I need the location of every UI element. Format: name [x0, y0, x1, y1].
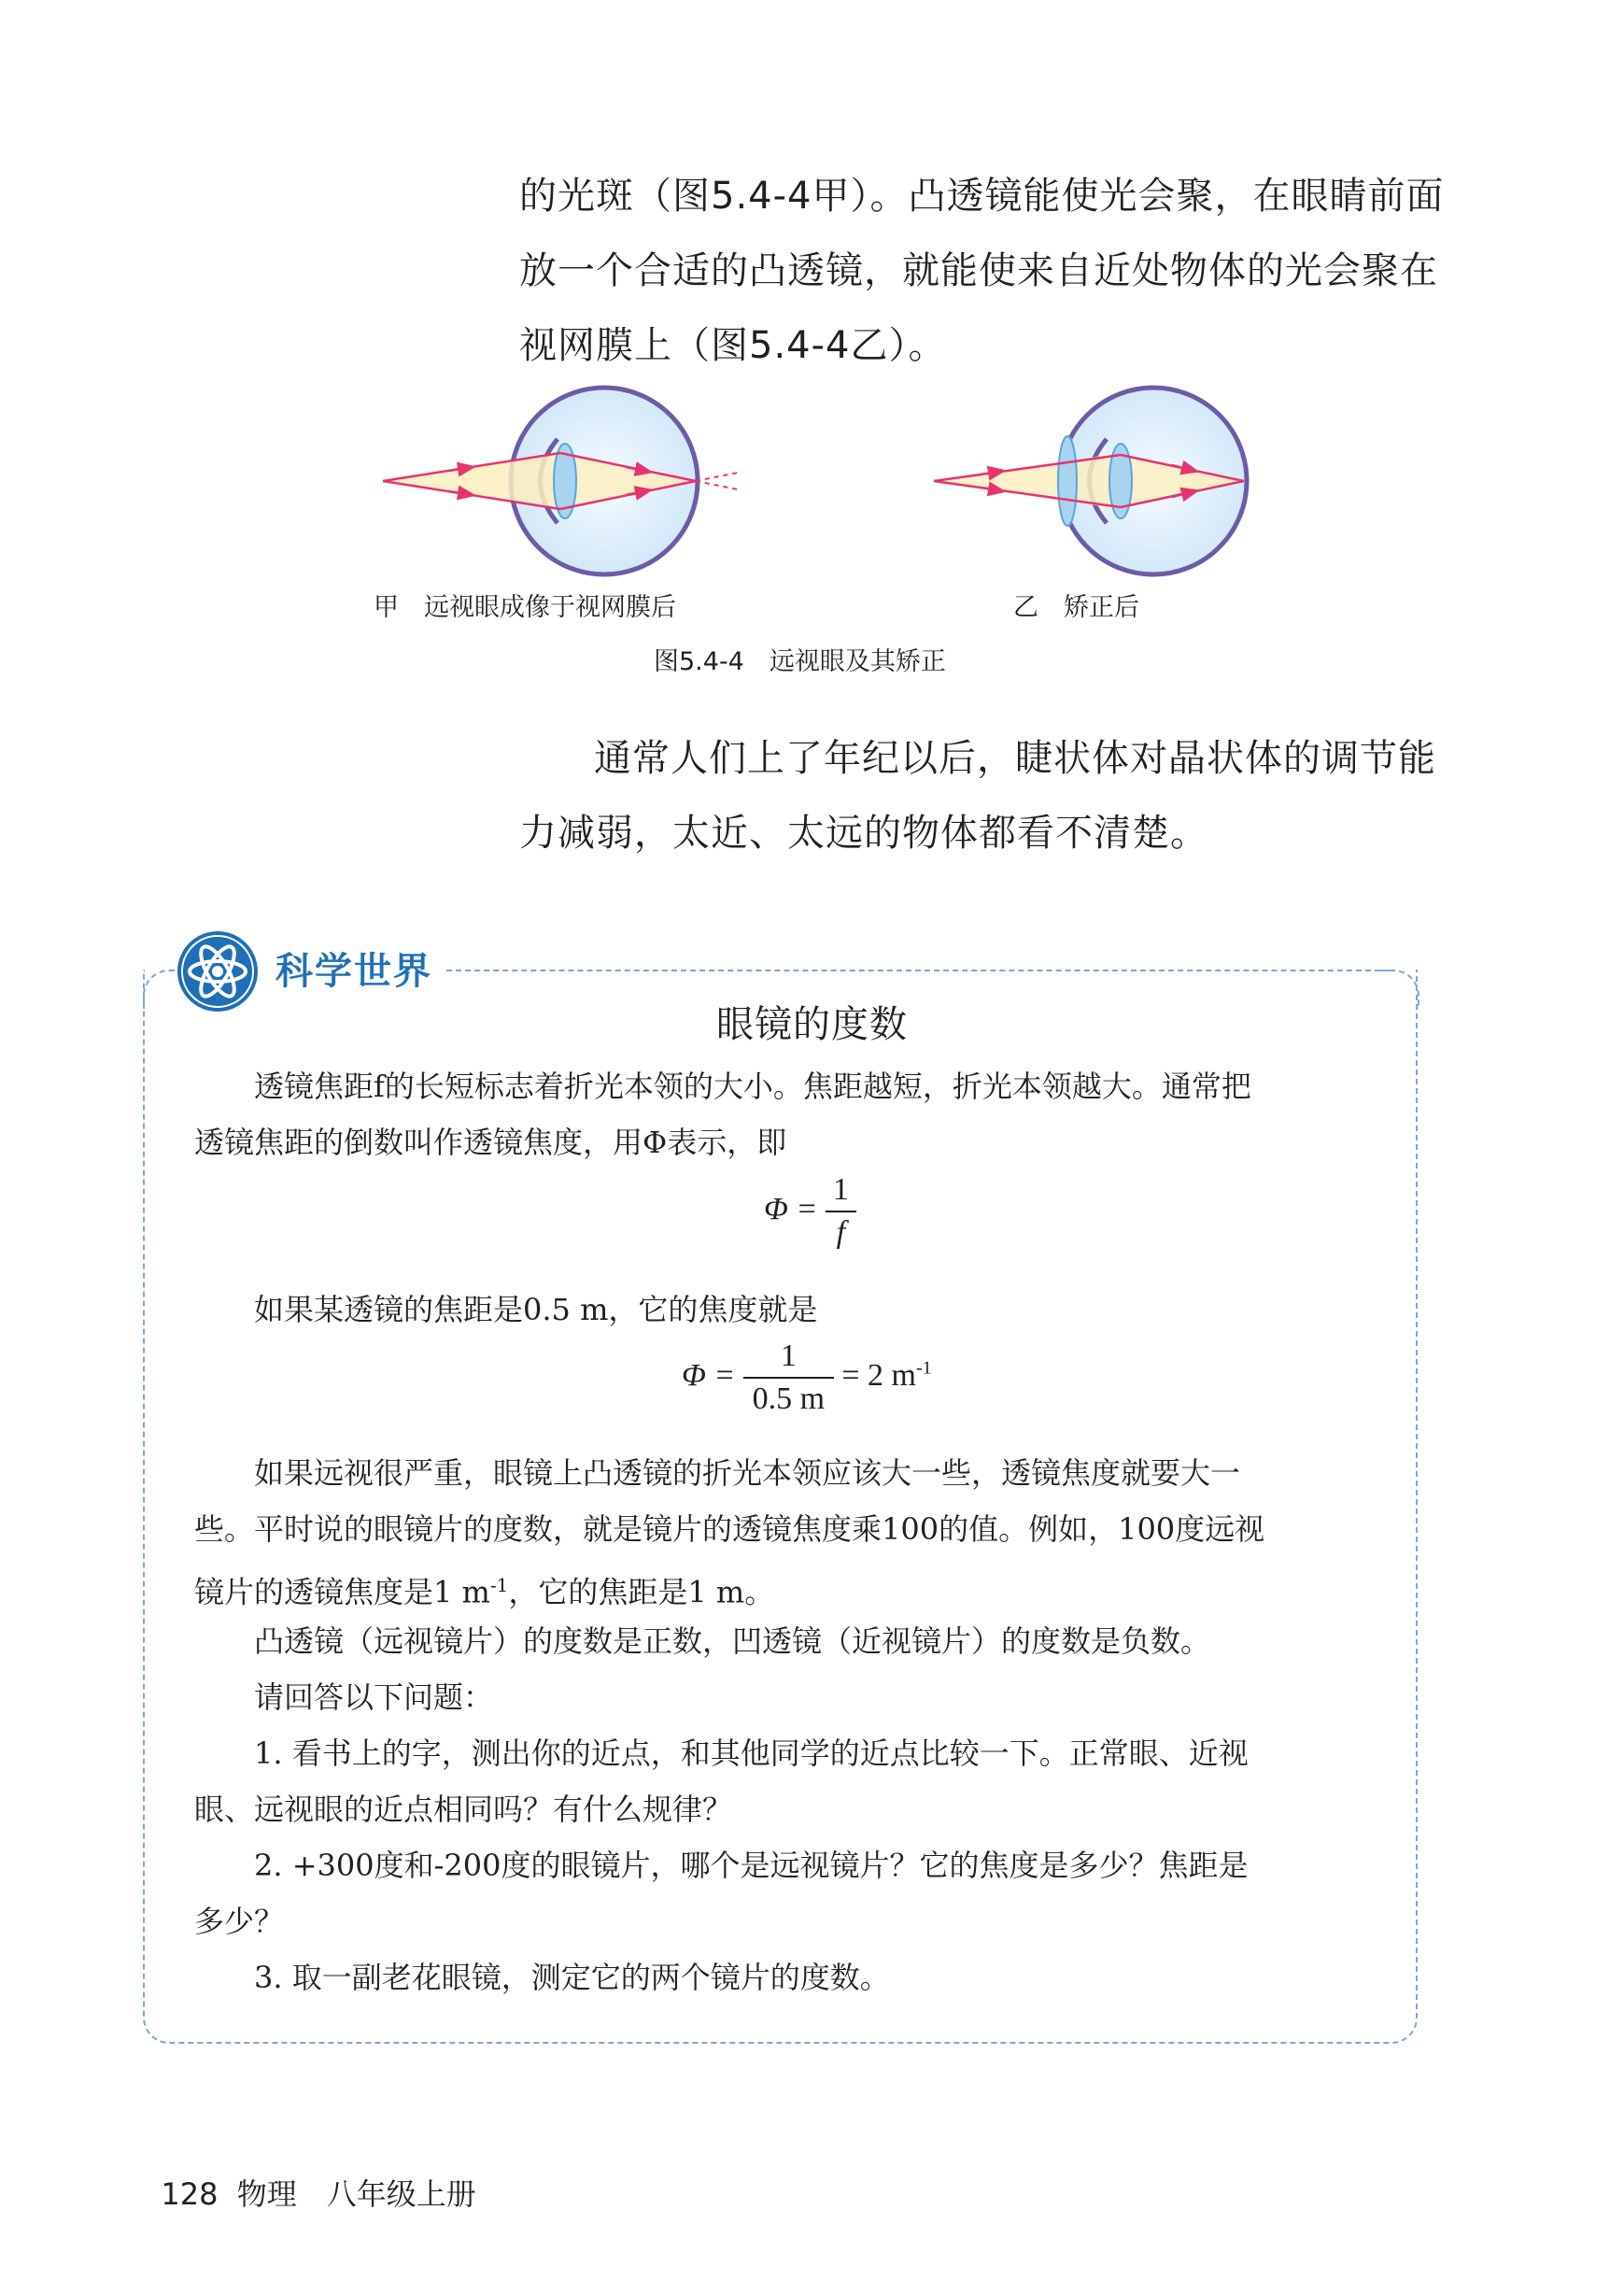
hyperopia-eye-diagram [383, 388, 738, 574]
intro-line-3: 视网膜上（图5.4-4乙）。 [519, 324, 947, 367]
denominator-text: f [836, 1215, 846, 1250]
question-1: 1. 看书上的字，测出你的近点，和其他同学的近点比较一下。正常眼、近视 [254, 1735, 1249, 1771]
denominator [826, 1212, 856, 1254]
formula-exponent: -1 [915, 1357, 932, 1379]
intro-line-1: 的光斑（图5.4-4甲）。凸透镜能使光会聚，在眼睛前面 [519, 175, 1445, 218]
text-span: 镜片的透镜焦度是1 m [194, 1574, 490, 1610]
figure-caption: 图5.4-4 远视眼及其矫正 [654, 647, 946, 676]
box-line [194, 1557, 1380, 1621]
page-number: 128 [161, 2176, 219, 2212]
intro-line-2: 放一个合适的凸透镜，就能使来自近处物体的光会聚在 [519, 249, 1438, 292]
age-line-1: 通常人们上了年纪以后，睫状体对晶状体的调节能 [594, 737, 1436, 780]
fraction [826, 1169, 856, 1254]
exponent: -1 [489, 1574, 509, 1596]
box-line: 些。平时说的眼镜片的度数，就是镜片的透镜焦度乘100的值。例如，100度远视 [194, 1511, 1265, 1547]
numerator: 1 [743, 1336, 834, 1379]
science-world-badge: 科学世界 [275, 950, 432, 993]
corrective-lens [1058, 436, 1077, 526]
age-line-2: 力减弱，太近、太远的物体都看不清楚。 [519, 812, 1208, 855]
box-line: 请回答以下问题： [254, 1679, 494, 1715]
numerator: 1 [826, 1169, 856, 1212]
formula-example [682, 1336, 932, 1420]
question-2-cont: 多少？ [194, 1904, 285, 1939]
section-title: 眼镜的度数 [716, 1003, 908, 1046]
figure-left-label: 甲 远视眼成像于视网膜后 [374, 593, 676, 622]
formula-lhs: Φ = [682, 1357, 736, 1393]
denominator: 0.5 m [752, 1381, 826, 1416]
box-line: 透镜焦距f的长短标志着折光本领的大小。焦距越短，折光本领越大。通常把 [254, 1069, 1251, 1104]
text-span: ，它的焦距是1 m。 [508, 1574, 775, 1610]
formula-rhs: = 2 m [841, 1357, 916, 1393]
age-paragraph [519, 721, 1436, 871]
fraction [743, 1336, 834, 1420]
corrected-eye-diagram [934, 388, 1247, 574]
box-line: 如果某透镜的焦距是0.5 m，它的焦度就是 [254, 1292, 818, 1327]
question-3: 3. 取一副老花眼镜，测定它的两个镜片的度数。 [254, 1960, 890, 1995]
question-1-cont: 眼、远视眼的近点相同吗？有什么规律？ [194, 1792, 733, 1827]
box-line: 凸透镜（远视镜片）的度数是正数，凹透镜（近视镜片）的度数是负数。 [254, 1623, 1211, 1659]
page-footer [142, 2135, 476, 2214]
formula-focal-power [764, 1169, 856, 1254]
box-line: 透镜焦距的倒数叫作透镜焦度，用Φ表示，即 [194, 1125, 787, 1160]
question-2: 2. +300度和-200度的眼镜片，哪个是远视镜片？它的焦度是多少？焦距是 [254, 1848, 1249, 1883]
book-subject: 物理 八年级上册 [236, 2176, 476, 2212]
box-line: 如果远视很严重，眼镜上凸透镜的折光本领应该大一些，透镜焦度就要大一 [254, 1455, 1241, 1491]
eye-figure [0, 0, 1624, 654]
figure-right-label: 乙 矫正后 [1013, 593, 1139, 622]
formula-lhs: Φ = [764, 1191, 818, 1226]
